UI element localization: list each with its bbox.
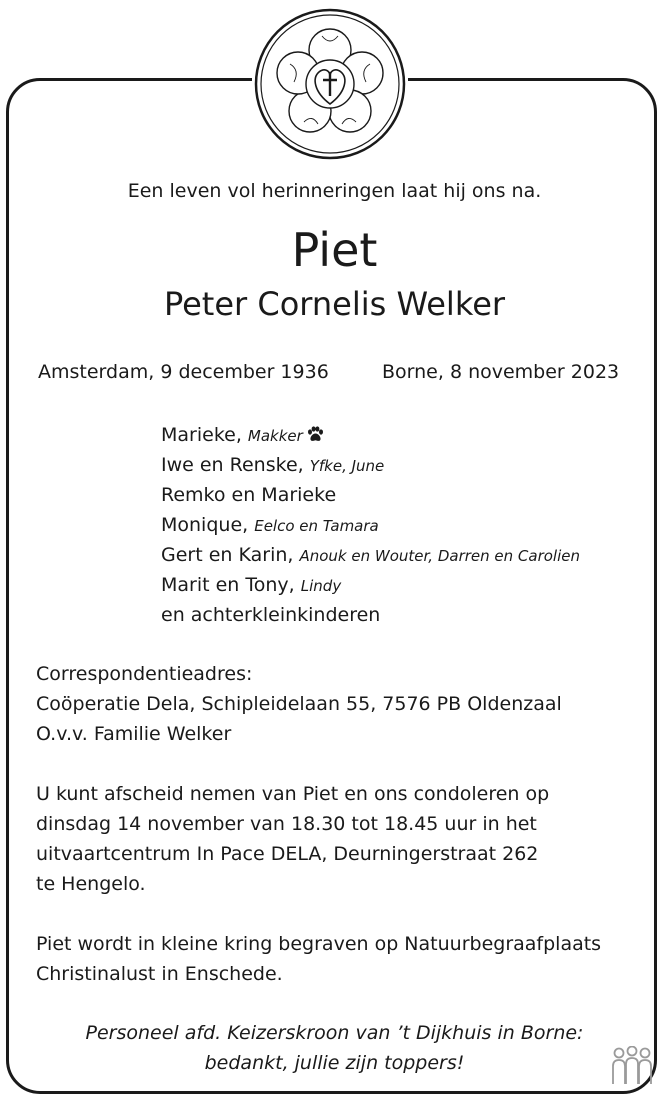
text-line: te Hengelo. [36, 873, 146, 895]
family-row [161, 540, 580, 570]
farewell-info [36, 779, 549, 899]
text-line: U kunt afscheid nemen van Piet en ons condoleren op [36, 783, 550, 805]
luther-rose-icon [252, 6, 408, 162]
family-relation: Anouk en Wouter, Darren en Carolien [299, 547, 580, 565]
family-member: Marit en Tony, [161, 574, 301, 596]
family-member: Gert en Karin, [161, 544, 300, 566]
text-line: Christinalust in Enschede. [36, 963, 283, 985]
family-row [161, 510, 580, 540]
family-relation: Eelco en Tamara [254, 517, 379, 535]
text-line: dinsdag 14 november van 18.30 tot 18.45 uur in het [36, 813, 537, 835]
family-logo-icon [610, 1046, 654, 1090]
family-member: Monique, [161, 514, 255, 536]
burial-info [36, 929, 601, 989]
family-relation: Yfke, June [309, 457, 385, 475]
correspondence-address [36, 659, 562, 749]
family-member: Iwe en Renske, [161, 454, 310, 476]
family-row [161, 570, 580, 600]
family-row [161, 480, 580, 510]
text-line: Coöperatie Dela, Schipleidelaan 55, 7576 PB Oldenzaal [36, 693, 562, 715]
family-row [161, 600, 580, 630]
family-relation: Makker [247, 427, 303, 445]
text-line: Personeel afd. Keizerskroon van ’t Dijkhuis in Borne: [85, 1022, 584, 1044]
family-row [161, 450, 580, 480]
family-member: en achterkleinkinderen [161, 604, 381, 626]
family-member: Marieke, [161, 424, 248, 446]
text-line: bedankt, jullie zijn toppers! [204, 1052, 465, 1074]
text-line: O.v.v. Familie Welker [36, 723, 232, 745]
thanks-message [0, 1018, 669, 1078]
paw-icon [306, 422, 324, 452]
deceased-full-name: Peter Cornelis Welker [163, 285, 506, 323]
text-line: Piet wordt in kleine kring begraven op Natuurbegraafplaats [36, 933, 602, 955]
birth-place-date: Amsterdam, 9 december 1936 [38, 361, 329, 383]
family-relation: Lindy [300, 577, 342, 595]
text-line: Correspondentieadres: [36, 663, 253, 685]
deceased-name: Piet [291, 223, 378, 277]
family-member: Remko en Marieke [161, 484, 337, 506]
tagline: Een leven vol herinneringen laat hij ons na. [127, 180, 542, 202]
death-place-date: Borne, 8 november 2023 [382, 361, 620, 383]
text-line: uitvaartcentrum In Pace DELA, Deurningerstraat 262 [36, 843, 539, 865]
family-row [161, 420, 580, 450]
family-list [161, 420, 580, 630]
